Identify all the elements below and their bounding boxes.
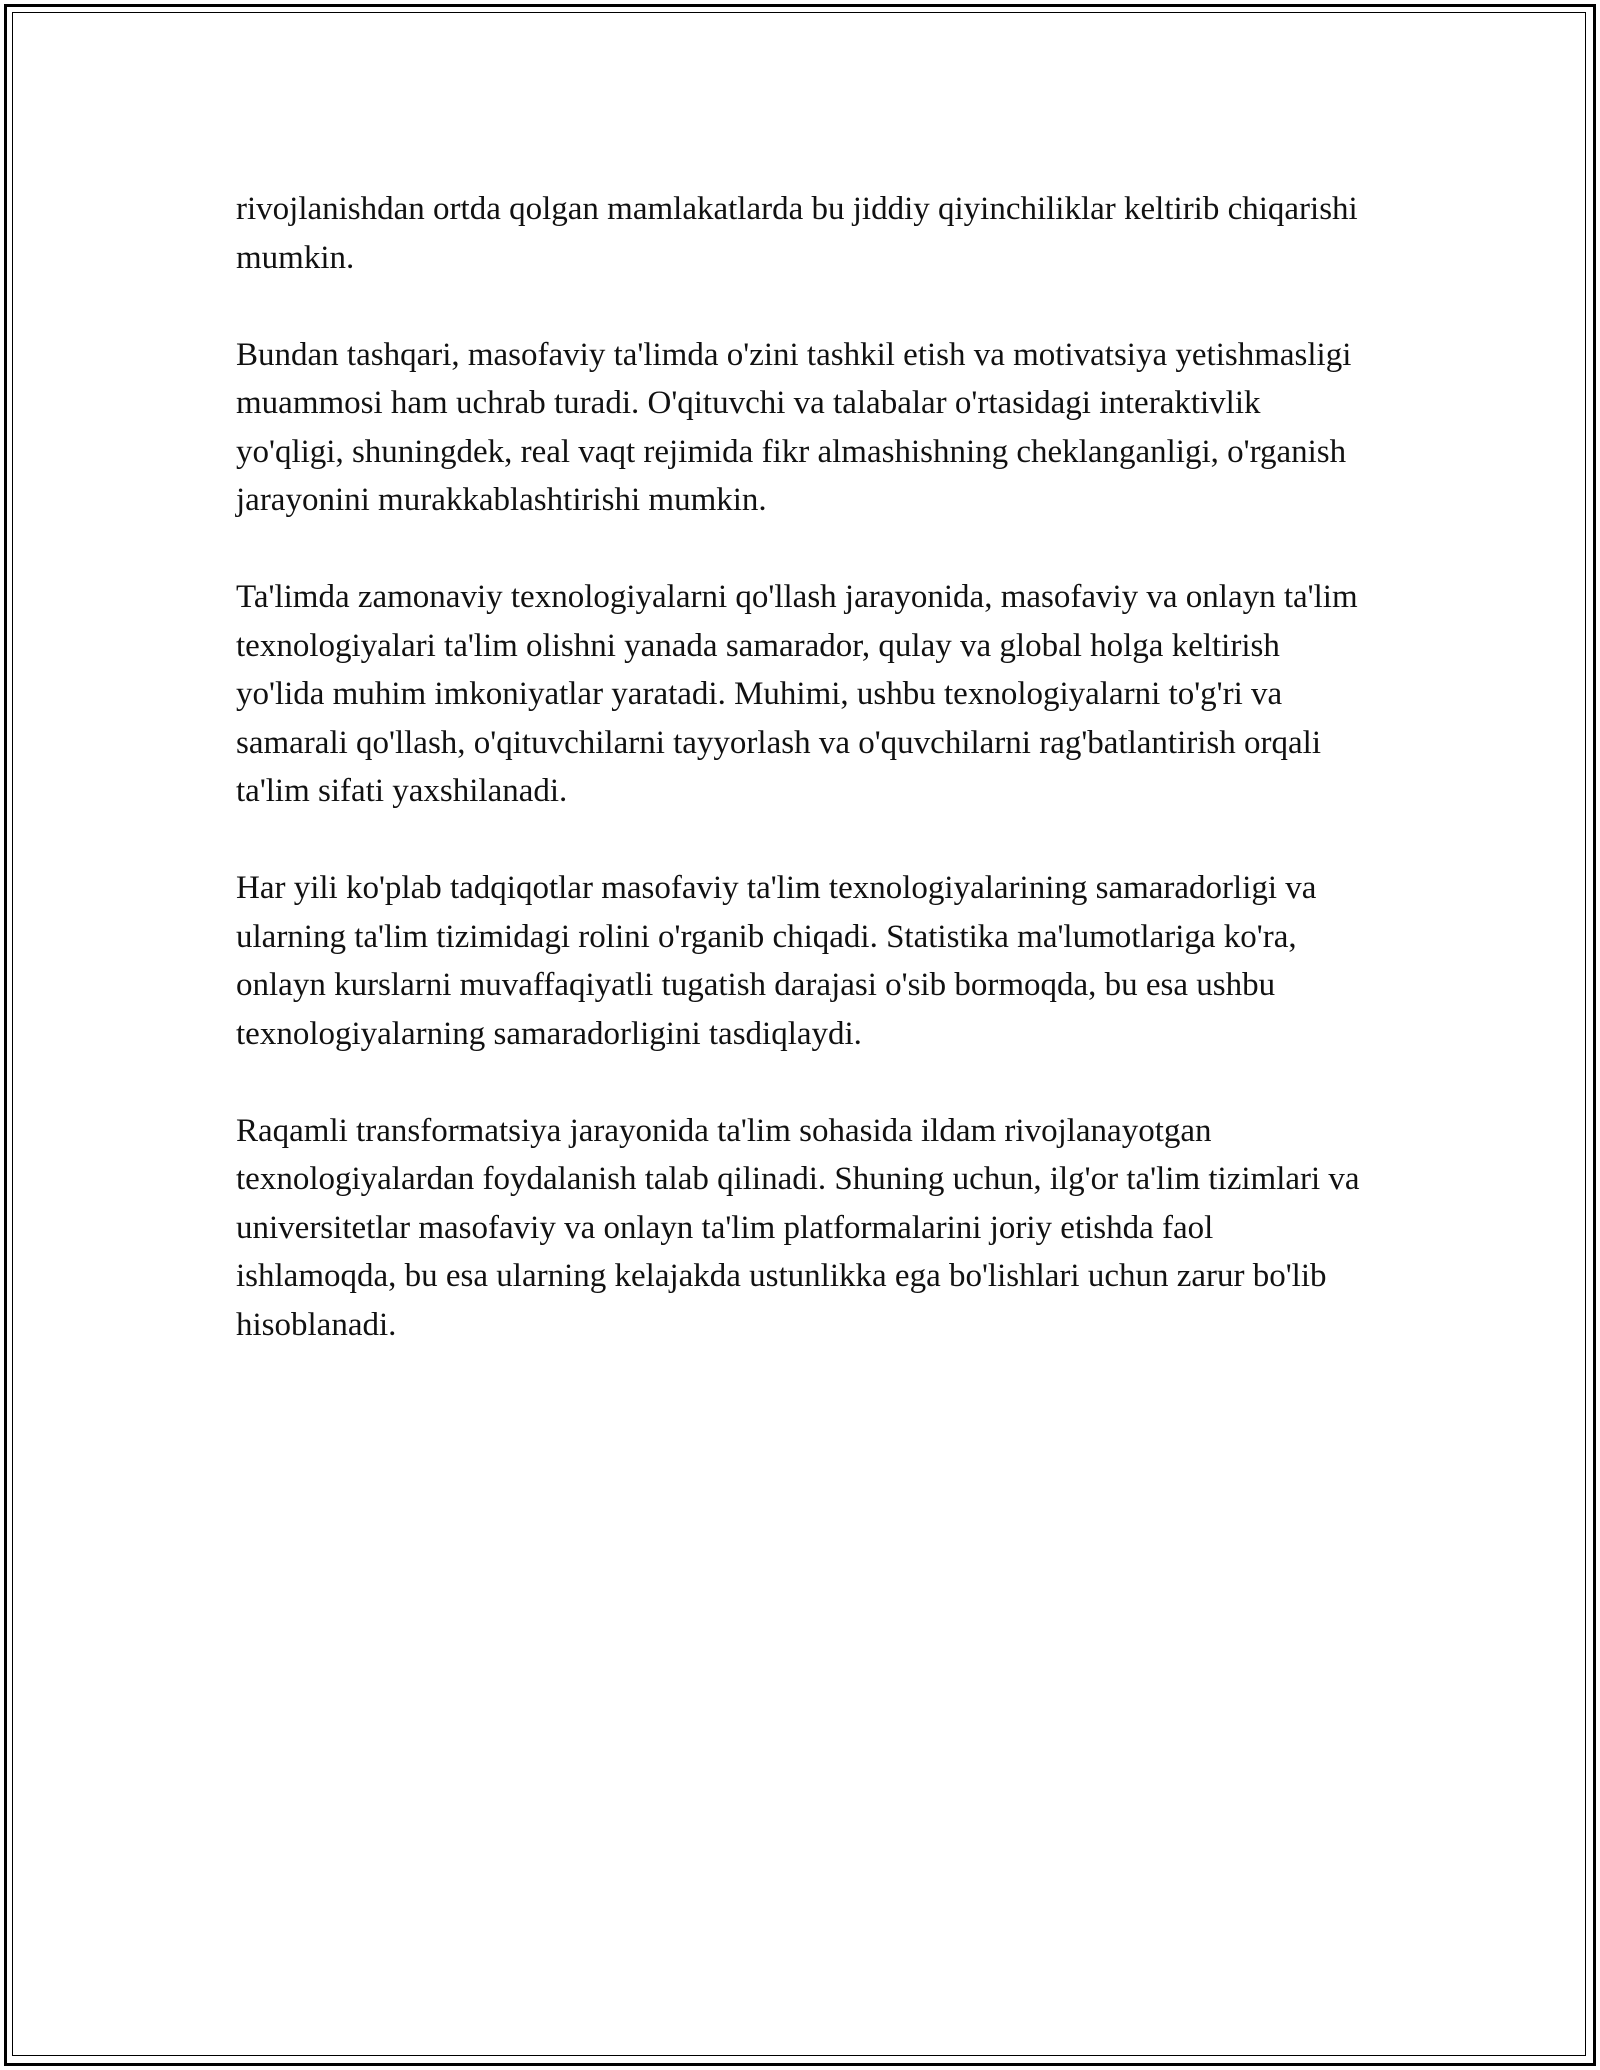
paragraph-4: Har yili ko'plab tadqiqotlar masofaviy ta'lim texnologiyalarining samaradorligi va ularning ta'lim tizimidagi rolini o'rganib chiqadi. Statistika ma'lumotlariga ko'ra, onlayn kurslarni muvaffaqiyatli tugatish darajasi o'sib bormoqda, bu esa ushbu texnologiyalarning samaradorligini tasdiqlaydi.: [236, 870, 1317, 1052]
paragraph-3: Ta'limda zamonaviy texnologiyalarni qo'llash jarayonida, masofaviy va onlayn ta'lim texnologiyalari ta'lim olishni yanada samarador, qulay va global holga keltirish yo'lida muhim imkoniyatlar yaratadi. Muhimi, ushbu texnologiyalarni to'g'ri va samarali qo'llash, o'qituvchilarni tayyorlash va o'quvchilarni rag'batlantirish orqali ta'lim sifati yaxshilanadi.: [236, 579, 1358, 809]
document-body: [236, 185, 1366, 1398]
paragraph-2: Bundan tashqari, masofaviy ta'limda o'zini tashkil etish va motivatsiya yetishmasligi muammosi ham uchrab turadi. O'qituvchi va talabalar o'rtasidagi interaktivlik yo'qligi, shuningdek, real vaqt rejimida fikr almashishning cheklanganligi, o'rganish jarayonini murakkablashtirishi mumkin.: [236, 336, 1352, 518]
paragraph-1: rivojlanishdan ortda qolgan mamlakatlarda bu jiddiy qiyinchiliklar keltirib chiqarishi mumkin.: [236, 191, 1358, 276]
paragraph-5: Raqamli transformatsiya jarayonida ta'lim sohasida ildam rivojlanayotgan texnologiyalardan foydalanish talab qilinadi. Shuning uchun, ilg'or ta'lim tizimlari va universitetlar masofaviy va onlayn ta'lim platformalarini joriy etishda faol ishlamoqda, bu esa ularning kelajakda ustunlikka ega bo'lishlari uchun zarur bo'lib hisoblanadi.: [236, 1112, 1360, 1343]
